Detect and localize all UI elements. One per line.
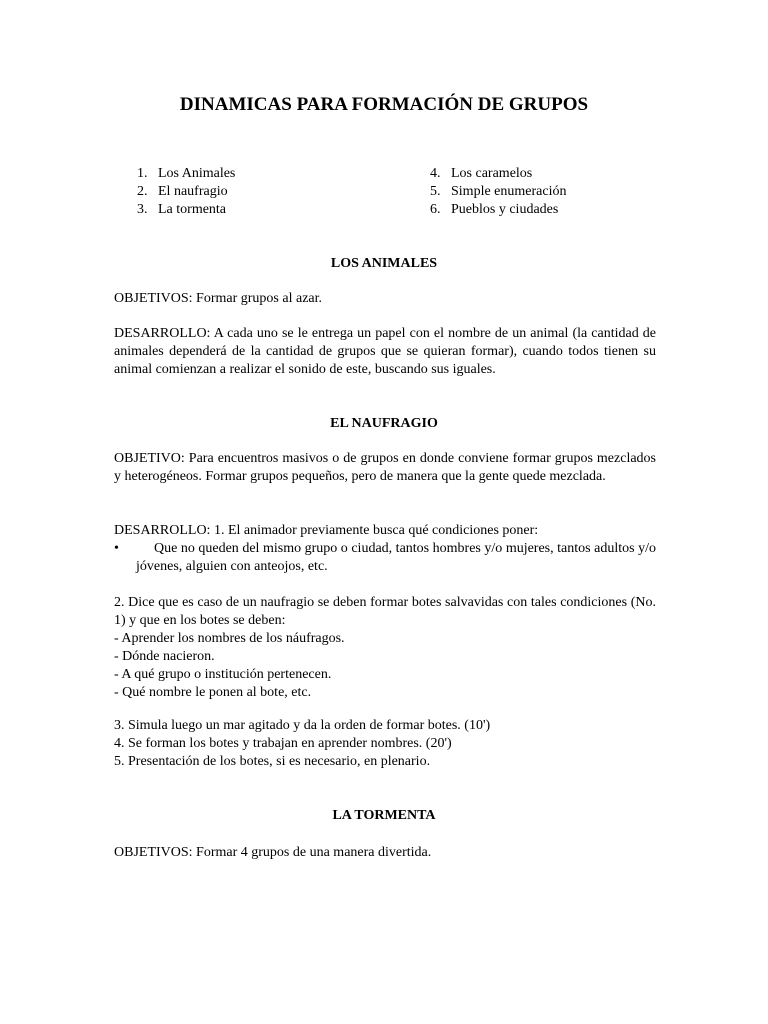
bullet-item xyxy=(114,540,656,576)
bullet-text: Que no queden del mismo grupo o ciudad, tantos hombres y/o mujeres, tantos adultos y/o jóvenes, alguien con anteojos, etc. xyxy=(136,541,656,574)
toc-number: 2. xyxy=(137,184,148,199)
step-item: 3. Simula luego un mar agitado y da la orden de formar botes. (10') xyxy=(114,718,491,733)
step-item: 5. Presentación de los botes, si es necesario, en plenario. xyxy=(114,754,431,769)
step2-list-item: - Aprender los nombres de los náufragos. xyxy=(114,631,345,646)
toc-number: 1. xyxy=(137,166,148,181)
toc-label: El naufragio xyxy=(158,184,228,199)
toc-number: 5. xyxy=(430,184,441,199)
section-heading-naufragio: EL NAUFRAGIO xyxy=(330,416,438,431)
toc-list-right xyxy=(430,165,566,219)
toc-label: Pueblos y ciudades xyxy=(451,202,559,217)
toc-number: 6. xyxy=(430,202,441,217)
naufragio-step2 xyxy=(114,594,656,702)
naufragio-objetivo: OBJETIVO: Para encuentros masivos o de grupos en donde conviene formar grupos mezclados y heterogéneos. Formar grupos pequeños, pero de manera que la gente quede mezclada. xyxy=(114,451,656,484)
naufragio-steps xyxy=(114,717,656,771)
toc-label: Simple enumeración xyxy=(451,184,567,199)
step2-text: 2. Dice que es caso de un naufragio se deben formar botes salvavidas con tales condiciones (No. 1) y que en los botes se deben: xyxy=(114,595,656,628)
step-item: 4. Se forman los botes y trabajan en aprender nombres. (20') xyxy=(114,736,452,751)
desarrollo-intro: DESARROLLO: 1. El animador previamente busca qué condiciones poner: xyxy=(114,523,539,538)
toc-item xyxy=(430,201,566,219)
toc-item xyxy=(430,183,566,201)
page-title: DINAMICAS PARA FORMACIÓN DE GRUPOS xyxy=(179,94,589,115)
section-heading-animales: LOS ANIMALES xyxy=(330,256,438,271)
tormenta-objetivos: OBJETIVOS: Formar 4 grupos de una manera divertida. xyxy=(114,845,432,860)
step2-list-item: - Dónde nacieron. xyxy=(114,649,215,664)
step2-list-item: - Qué nombre le ponen al bote, etc. xyxy=(114,685,312,700)
toc-number: 4. xyxy=(430,166,441,181)
toc-item xyxy=(137,201,235,219)
toc-label: La tormenta xyxy=(158,202,227,217)
toc-item xyxy=(137,165,235,183)
bullet-icon: • xyxy=(114,541,119,556)
animales-objetivos: OBJETIVOS: Formar grupos al azar. xyxy=(114,291,323,306)
toc-item xyxy=(430,165,566,183)
toc-label: Los Animales xyxy=(158,166,236,181)
step2-list-item: - A qué grupo o institución pertenecen. xyxy=(114,667,332,682)
toc-number: 3. xyxy=(137,202,148,217)
section-heading-tormenta: LA TORMENTA xyxy=(332,808,436,823)
toc-label: Los caramelos xyxy=(451,166,533,181)
toc-list-left xyxy=(137,165,235,219)
toc-item xyxy=(137,183,235,201)
animales-desarrollo: DESARROLLO: A cada uno se le entrega un papel con el nombre de un animal (la cantidad de animales dependerá de la cantidad de grupos que se quieran formar), cuando todos tienen su animal comienzan a realizar el sonido de este, buscando sus iguales. xyxy=(114,326,656,377)
naufragio-desarrollo xyxy=(114,522,656,576)
